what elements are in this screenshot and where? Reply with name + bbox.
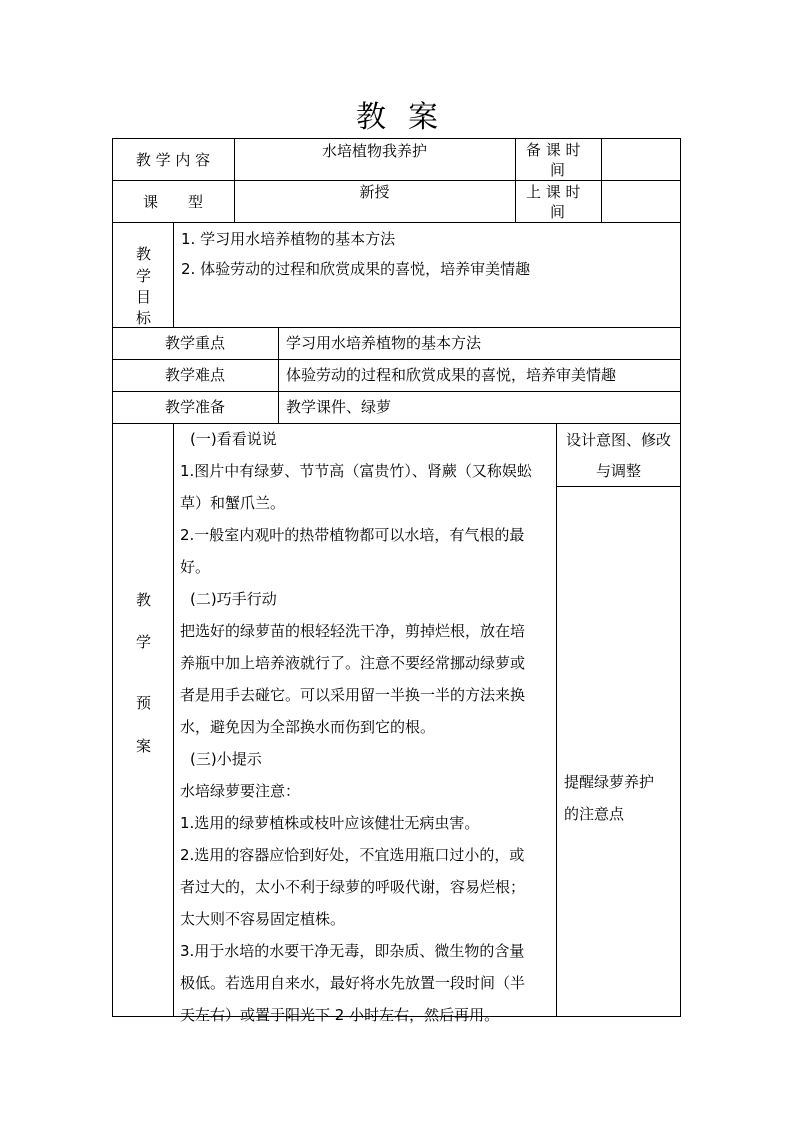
prep-time-label: 备 课 时 (526, 141, 581, 159)
difficulty-value: 体验劳动的过程和欣赏成果的喜悦，培养审美情趣 (286, 366, 617, 384)
difficulty-label: 教学难点 (164, 366, 225, 384)
row-divider (112, 222, 681, 223)
goals-label-char: 目 (136, 288, 152, 306)
plan-line: 把选好的绿萝苗的根轻轻洗干净，剪掉烂根，放在培 (180, 622, 526, 640)
plan-line: 3.用于水培的水要干净无毒，即杂质、微生物的含量 (180, 942, 525, 960)
plan-line: 者是用手去碰它。可以采用留一半换一半的方法来换 (180, 686, 526, 704)
plan-line: 水，避免因为全部换水而伤到它的根。 (180, 718, 436, 736)
plan-line: 太大则不容易固定植株。 (180, 910, 346, 928)
goals-label-char: 标 (136, 309, 152, 327)
col-divider (556, 423, 557, 1017)
key-point-value: 学习用水培养植物的基本方法 (286, 334, 482, 352)
plan-line: 1.图片中有绿萝、节节高（富贵竹）、肾蕨（又称娱蚣 (180, 462, 532, 480)
plan-line: 草）和蟹爪兰。 (180, 494, 286, 512)
plan-line: 2.选用的容器应恰到好处，不宜选用瓶口过小的，或 (180, 846, 525, 864)
content-label: 教 学 内 容 (135, 151, 211, 169)
section-heading: (二)巧手行动 (190, 590, 277, 608)
row-divider (112, 359, 681, 360)
row-divider (112, 391, 681, 392)
plan-line: 极低。若选用自来水，最好将水先放置一段时间（半 (180, 974, 526, 992)
plan-line: 好。 (180, 558, 211, 576)
col-divider (173, 423, 174, 1017)
design-note: 提醒绿萝养护 (564, 773, 655, 791)
goal-item: 2. 体验劳动的过程和欣赏成果的喜悦，培养审美情趣 (181, 260, 531, 278)
preparation-label: 教学准备 (164, 398, 225, 416)
design-header-divider (556, 486, 681, 487)
type-label: 课 型 (142, 193, 203, 211)
section-heading: (一)看看说说 (190, 430, 277, 448)
plan-line: 养瓶中加上培养液就行了。注意不要经常挪动绿萝或 (180, 654, 526, 672)
col-divider (601, 138, 602, 222)
design-note-2: 的注意点 (564, 805, 625, 823)
goal-item: 1. 学习用水培养植物的基本方法 (181, 230, 396, 248)
col-divider (515, 138, 516, 222)
content-value: 水培植物我养护 (321, 142, 427, 160)
plan-line: 1.选用的绿萝植株或枝叶应该健壮无病虫害。 (180, 814, 480, 832)
key-point-label: 教学重点 (164, 334, 225, 352)
plan-label-char: 学 (136, 633, 152, 651)
type-value: 新授 (359, 183, 390, 201)
preparation-value: 教学课件、绿萝 (286, 398, 392, 416)
plan-label-char: 预 (136, 694, 152, 712)
design-header-2: 与调整 (595, 462, 641, 480)
class-time-label-2: 间 (550, 203, 566, 221)
section-heading: (三)小提示 (190, 750, 262, 768)
plan-line: 天左右）或置于阳光下 2 小时左右，然后再用。 (180, 1006, 500, 1024)
plan-line: 2.一般室内观叶的热带植物都可以水培，有气根的最 (180, 526, 525, 544)
plan-line: 者过大的，太小不利于绿萝的呼吸代谢，容易烂根； (180, 878, 526, 896)
design-header: 设计意图、修改 (565, 431, 671, 449)
plan-label-char: 教 (136, 591, 152, 609)
class-time-label: 上 课 时 (526, 183, 581, 201)
col-divider (278, 327, 279, 423)
plan-line: 水培绿萝要注意： (180, 782, 301, 800)
goals-label-char: 学 (136, 267, 152, 285)
goals-label-char: 教 (136, 245, 152, 263)
row-divider (112, 327, 681, 328)
prep-time-label-2: 间 (550, 161, 566, 179)
page-title: 教案 (356, 100, 460, 135)
plan-label-char: 案 (136, 737, 152, 755)
row-divider (112, 180, 681, 181)
col-divider (173, 222, 174, 327)
plan-body (180, 423, 552, 1031)
